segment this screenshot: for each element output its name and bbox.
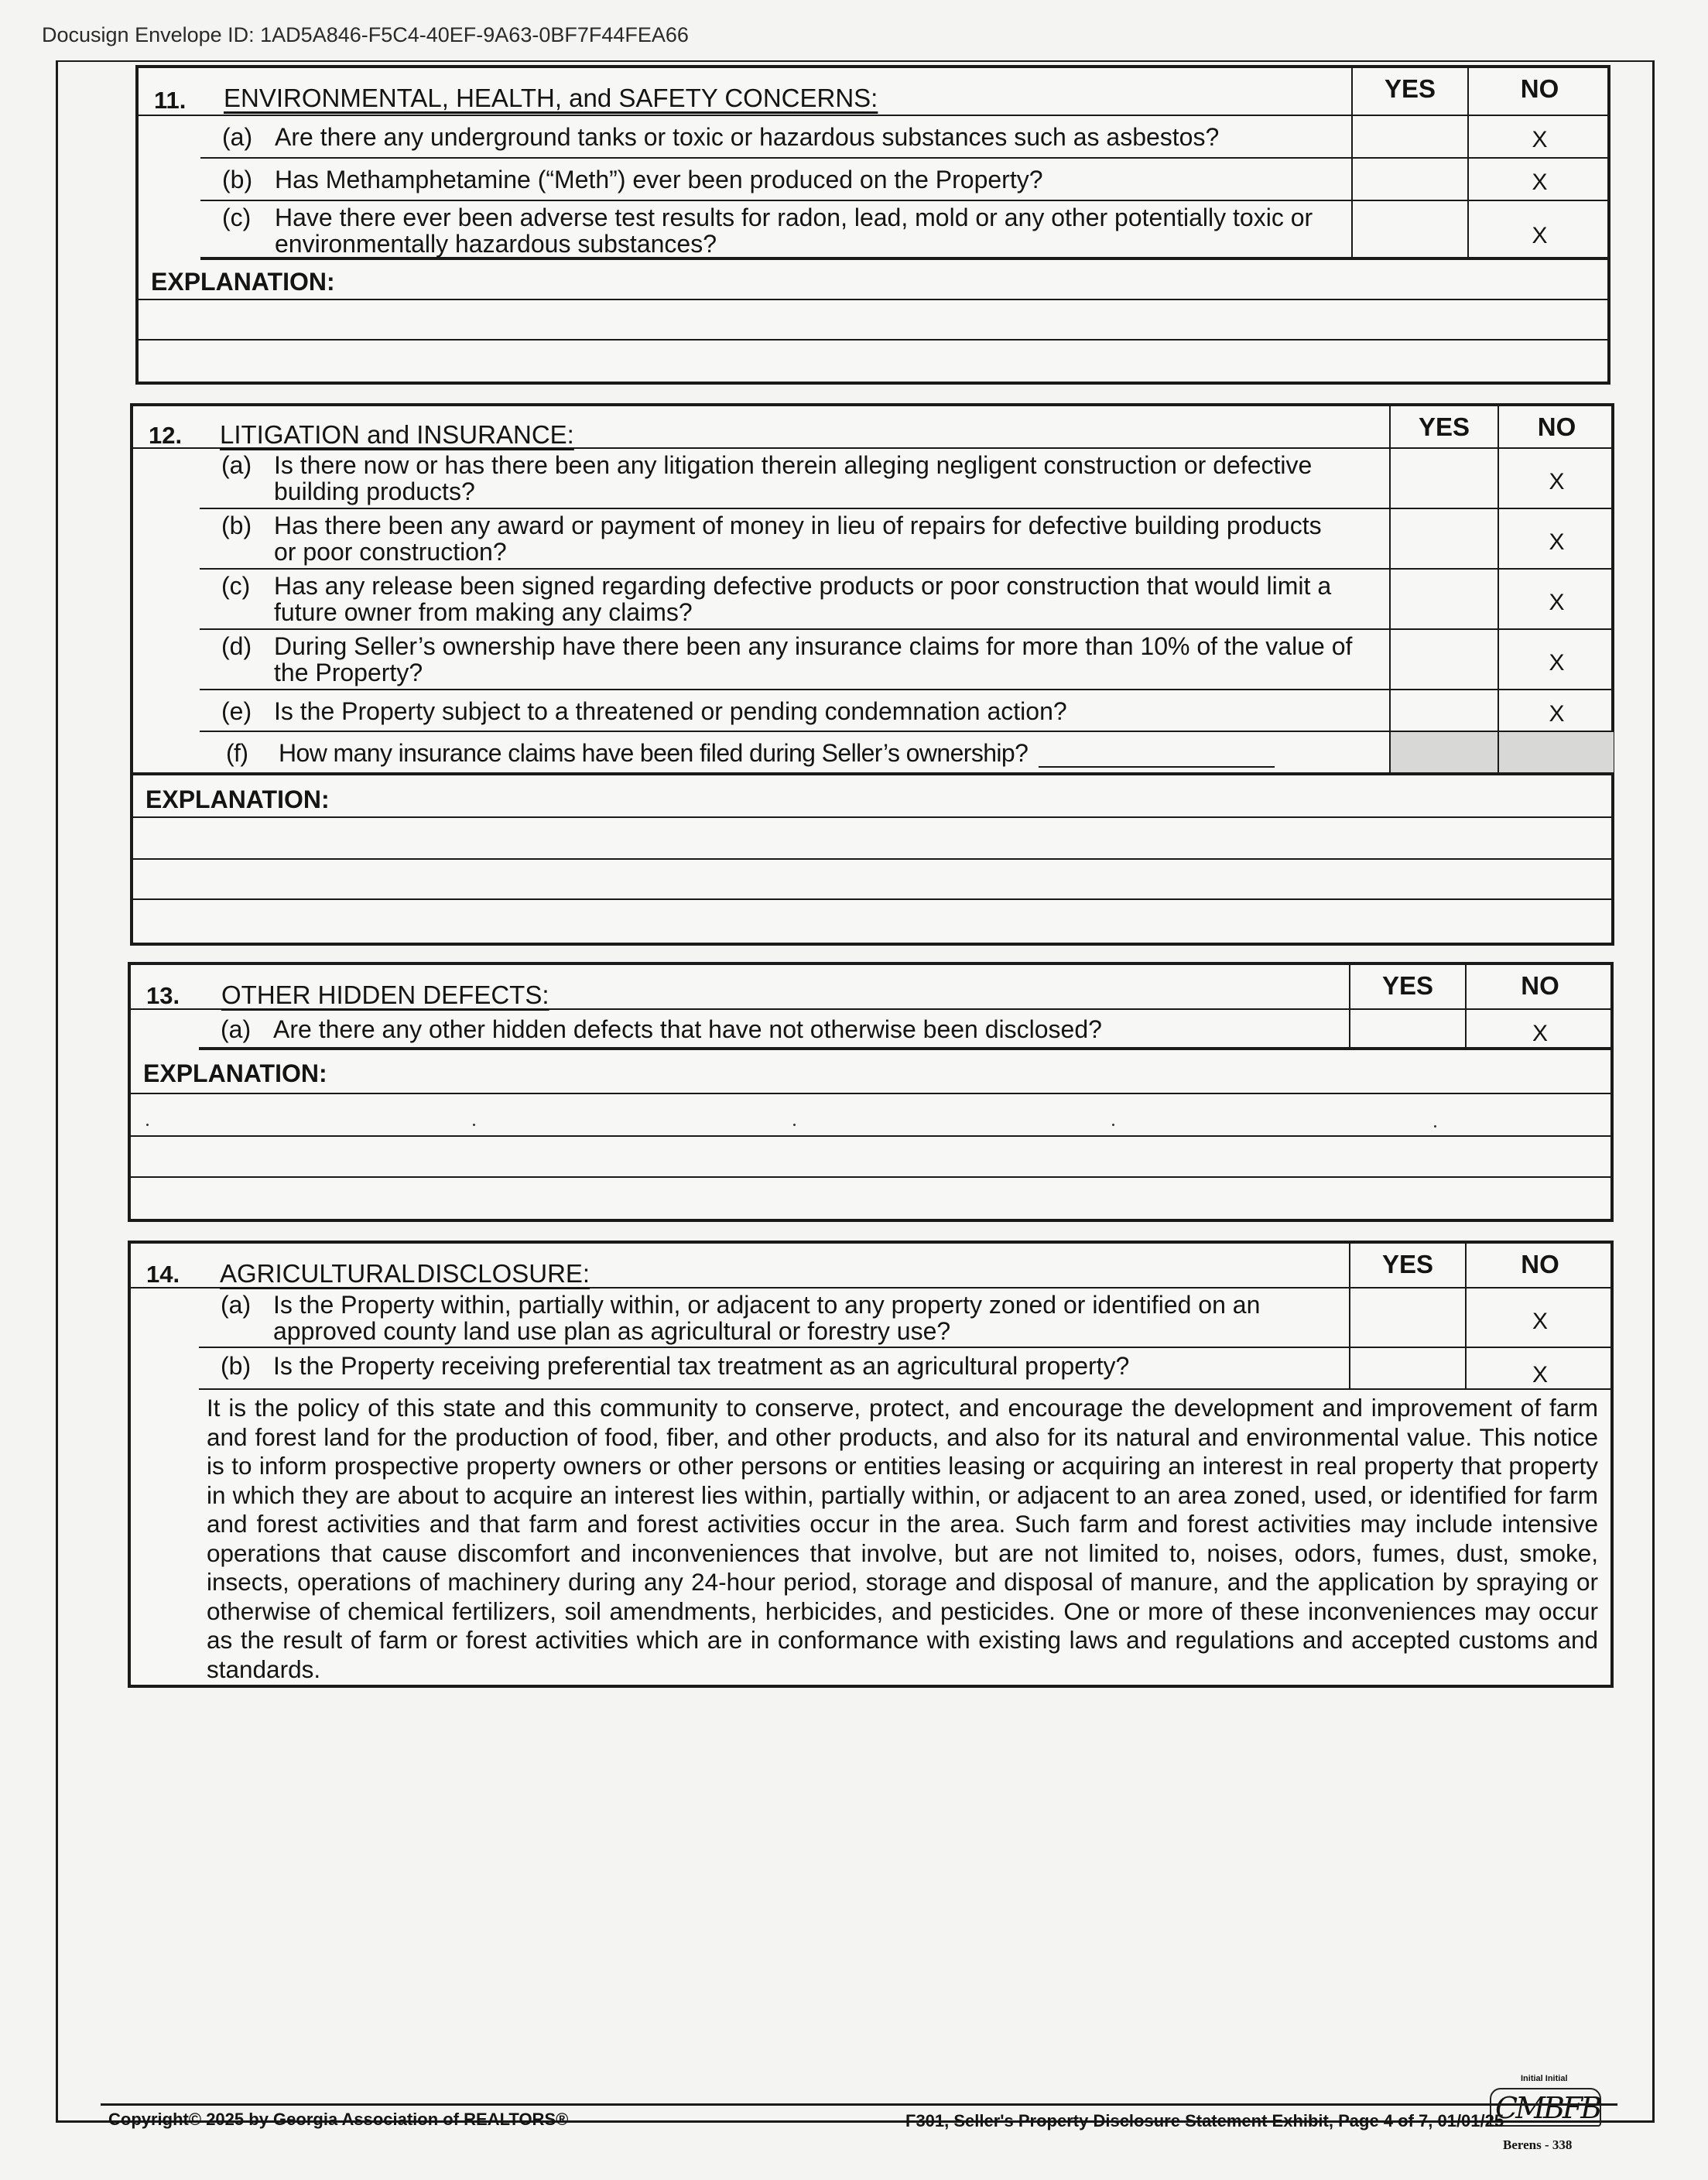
yes-cell[interactable] [1349,1348,1465,1388]
answer-mark: X [1549,529,1565,555]
question-row [199,1348,1610,1390]
question-row [200,509,1611,570]
no-column-header: NO [1497,406,1614,447]
question-row [200,570,1611,630]
question-line-2: building products? [274,477,475,505]
no-cell[interactable] [1497,690,1614,731]
no-cell[interactable] [1465,1348,1614,1388]
docusign-envelope-id: Docusign Envelope ID: 1AD5A846-F5C4-40EF-9A63-0BF7F44FEA66 [42,23,689,46]
yes-column-header: YES [1349,965,1465,1008]
question-line: Is there now or has there been any litigation therein alleging negligent construction or defective [274,451,1313,479]
yes-column-header: YES [1351,68,1467,115]
yes-cell[interactable] [1389,449,1497,508]
question-text [221,633,1352,686]
copyright-notice: Copyright© 2025 by Georgia Association of REALTORS® [108,2110,569,2129]
explanation-line[interactable] [131,1176,1610,1178]
section-14-header [131,1244,1610,1288]
question-label: (a) [221,1291,252,1319]
no-cell[interactable] [1467,159,1610,200]
question-text [222,204,1313,257]
explanation-label: EXPLANATION: [151,268,335,296]
yes-cell[interactable] [1389,690,1497,731]
section-12 [130,403,1614,946]
question-text [221,1353,1129,1379]
stray-dot [473,1124,475,1126]
question-line: Has there been any award or payment of money in lieu of repairs for defective building products [274,512,1322,539]
question-line-2: environmentally hazardous substances? [275,230,717,258]
section-12-header [133,406,1611,449]
question-row [199,1288,1610,1348]
question-text [222,166,1043,193]
question-label: (e) [221,697,252,725]
section-number: 11. [154,87,187,114]
stray-dot [793,1124,796,1126]
section-title: AGRICULTURAL DISCLOSURE: [220,1259,590,1288]
no-column-header: NO [1467,68,1610,115]
question-text [221,1016,1102,1042]
initial-label: Initial Initial [1521,2074,1568,2083]
explanation-line[interactable] [133,858,1611,860]
answer-mark: X [1549,469,1565,495]
yes-cell[interactable] [1351,116,1467,157]
stray-dot [1112,1124,1114,1126]
yes-cell[interactable] [1389,509,1497,568]
answer-mark: X [1532,1021,1548,1046]
explanation-line[interactable] [133,898,1611,900]
section-14 [128,1241,1614,1688]
question-row [199,1010,1610,1050]
section-11 [135,65,1610,385]
question-line: How many insurance claims have been filed during Seller’s ownership? [279,739,1029,767]
question-text [226,740,1028,766]
no-cell[interactable] [1497,509,1614,568]
section-title: OTHER HIDDEN DEFECTS: [221,980,549,1009]
question-label: (a) [222,123,253,151]
question-row [200,630,1611,690]
question-line: Are there any underground tanks or toxic or hazardous substances such as asbestos? [275,123,1220,151]
question-label: (c) [222,204,252,231]
question-text [221,512,1322,565]
no-cell[interactable] [1497,449,1614,508]
yes-cell [1389,732,1497,772]
explanation-line[interactable] [139,299,1607,300]
no-column-header: NO [1465,1244,1614,1287]
question-label: (b) [222,166,253,193]
question-text [221,698,1067,724]
question-row [133,732,1611,775]
yes-column-header: YES [1389,406,1497,447]
yes-cell[interactable] [1389,570,1497,628]
question-text [222,124,1219,150]
explanation-line[interactable] [131,1135,1610,1137]
section-13 [128,962,1614,1222]
question-row [200,690,1611,732]
question-label: (a) [221,1015,252,1043]
no-cell[interactable] [1497,630,1614,689]
yes-cell[interactable] [1389,630,1497,689]
answer-mark: X [1532,1362,1548,1388]
question-text [221,452,1312,505]
question-line-2: the Property? [274,659,423,686]
question-label: (a) [221,451,252,479]
section-13-header [131,965,1610,1010]
question-line: Have there ever been adverse test results for radon, lead, mold or any other potentially toxic or [275,204,1313,231]
document-reference: Berens - 338 [1503,2137,1573,2152]
answer-mark: X [1532,127,1548,152]
no-cell [1497,732,1614,772]
question-line: Has any release been signed regarding defective products or poor construction that would limit a [274,572,1332,600]
question-text [221,1292,1260,1344]
answer-mark: X [1549,701,1565,727]
section-number: 13. [146,982,180,1009]
no-cell[interactable] [1465,1010,1614,1047]
question-label: (b) [221,1352,252,1380]
section-title: ENVIRONMENTAL, HEALTH, and SAFETY CONCERNS: [224,84,878,112]
question-line: During Seller’s ownership have there been any insurance claims for more than 10% of the value of [274,632,1353,660]
form-identifier: F301, Seller's Property Disclosure Statement Exhibit, Page 4 of 7, 01/01/25 [905,2111,1504,2130]
yes-cell[interactable] [1349,1010,1465,1047]
yes-cell[interactable] [1351,201,1467,257]
yes-cell[interactable] [1351,159,1467,200]
section-number: 14. [146,1261,180,1288]
yes-column-header: YES [1349,1244,1465,1287]
explanation-line[interactable] [131,1093,1610,1094]
question-line: Is the Property receiving preferential tax treatment as an agricultural property? [273,1352,1130,1380]
stray-dot [1434,1125,1436,1128]
explanation-label: EXPLANATION: [143,1059,327,1087]
answer-mark: X [1532,169,1548,195]
no-cell[interactable] [1497,570,1614,628]
question-line: Is the Property within, partially within, or adjacent to any property zoned or identified on an [273,1291,1261,1319]
question-line-2: future owner from making any claims? [274,598,693,626]
no-cell[interactable] [1465,1288,1614,1347]
section-title: LITIGATION and INSURANCE: [220,420,574,449]
question-line: Has Methamphetamine (“Meth”) ever been produced on the Property? [275,166,1043,193]
claims-count-blank[interactable] [1039,766,1275,768]
question-line: Is the Property subject to a threatened or pending condemnation action? [274,697,1067,725]
stray-dot [146,1124,149,1126]
question-row [200,449,1611,509]
answer-mark: X [1532,1309,1548,1334]
question-row [200,159,1607,201]
answer-mark: X [1549,590,1565,615]
question-line-2: approved county land use plan as agricultural or forestry use? [273,1317,951,1345]
footer-rule [101,2103,1617,2106]
question-row [200,116,1607,159]
explanation-label: EXPLANATION: [145,785,330,813]
question-line: Are there any other hidden defects that have not otherwise been disclosed? [273,1015,1102,1043]
question-line-2: or poor construction? [274,538,507,566]
explanation-line[interactable] [133,816,1611,818]
agricultural-policy-notice: It is the policy of this state and this community to conserve, protect, and encourage the development and improvement of farm and forest land for the production of food, fiber, and other products, and also for its natural and environmental value. This notice is to inform prospective property owners or other persons or entities leasing or acquiring an interest in real property that property in which they are about to acquire an interest lies within, partially within, or adjacent to an area zoned, used, or identified for farm and forest activities and that farm and forest activities occur in the area. Such farm and forest activities may include intensive operations that cause discomfort and inconveniences that involve, but are not limited to, noises, odors, fumes, dust, smoke, insects, operations of machinery during any 24-hour period, storage and disposal of manure, and the application by spraying or otherwise of chemical fertilizers, soil amendments, herbicides, and pesticides. One or more of these inconveniences may occur as the result of farm or forest activities which are in conformance with existing laws and regulations and accepted customs and standards. [207,1394,1598,1683]
initials-signature: CMBFB [1495,2091,1600,2125]
question-label: (f) [226,739,248,767]
question-label: (c) [221,572,251,600]
explanation-line[interactable] [139,339,1607,341]
yes-cell[interactable] [1349,1288,1465,1347]
no-column-header: NO [1465,965,1614,1008]
question-text [221,573,1331,625]
answer-mark: X [1532,223,1548,248]
question-label: (d) [221,632,252,660]
no-cell[interactable] [1467,201,1610,257]
section-11-header [139,68,1607,116]
section-number: 12. [149,422,183,449]
question-label: (b) [221,512,252,539]
answer-mark: X [1549,650,1565,676]
question-row [200,201,1607,260]
no-cell[interactable] [1467,116,1610,157]
